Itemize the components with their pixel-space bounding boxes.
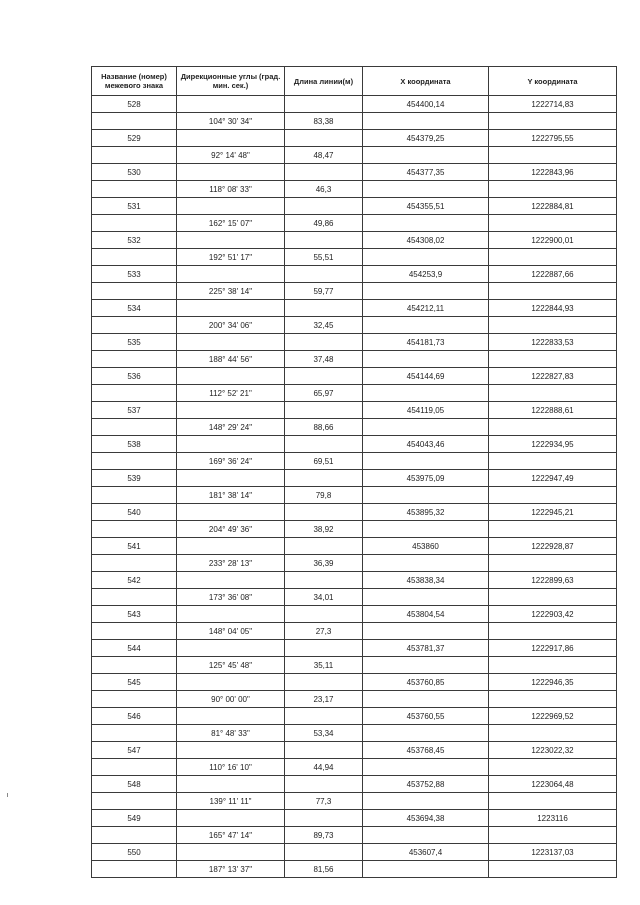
y-coordinate-cell: 1223064,48 <box>489 776 617 793</box>
empty-cell <box>489 589 617 606</box>
length-cell: 48,47 <box>285 147 363 164</box>
empty-cell <box>285 130 363 147</box>
length-cell: 69,51 <box>285 453 363 470</box>
empty-cell <box>177 538 285 555</box>
empty-cell <box>363 827 489 844</box>
header-point-name: Название (номер) межевого знака <box>92 67 177 96</box>
empty-cell <box>92 385 177 402</box>
table-row <box>92 113 617 130</box>
angle-cell: 162° 15' 07" <box>177 215 285 232</box>
empty-cell <box>92 317 177 334</box>
empty-cell <box>92 861 177 878</box>
y-coordinate-cell: 1222884,81 <box>489 198 617 215</box>
y-coordinate-cell: 1222833,53 <box>489 334 617 351</box>
empty-cell <box>489 283 617 300</box>
point-id-cell: 546 <box>92 708 177 725</box>
empty-cell <box>285 504 363 521</box>
table-row <box>92 368 617 385</box>
x-coordinate-cell: 454119,05 <box>363 402 489 419</box>
angle-cell: 169° 36' 24" <box>177 453 285 470</box>
empty-cell <box>363 759 489 776</box>
empty-cell <box>285 606 363 623</box>
x-coordinate-cell: 454144,69 <box>363 368 489 385</box>
length-cell: 55,51 <box>285 249 363 266</box>
empty-cell <box>285 368 363 385</box>
x-coordinate-cell: 453760,85 <box>363 674 489 691</box>
empty-cell <box>177 402 285 419</box>
table-row <box>92 606 617 623</box>
length-cell: 34,01 <box>285 589 363 606</box>
empty-cell <box>363 113 489 130</box>
empty-cell <box>92 725 177 742</box>
empty-cell <box>363 351 489 368</box>
angle-cell: 104° 30' 34" <box>177 113 285 130</box>
y-coordinate-cell: 1222917,86 <box>489 640 617 657</box>
empty-cell <box>363 215 489 232</box>
empty-cell <box>92 827 177 844</box>
empty-cell <box>489 793 617 810</box>
angle-cell: 187° 13' 37" <box>177 861 285 878</box>
y-coordinate-cell: 1222795,55 <box>489 130 617 147</box>
empty-cell <box>363 419 489 436</box>
empty-cell <box>489 351 617 368</box>
x-coordinate-cell: 453781,37 <box>363 640 489 657</box>
point-id-cell: 538 <box>92 436 177 453</box>
table-row <box>92 402 617 419</box>
y-coordinate-cell: 1222899,63 <box>489 572 617 589</box>
margin-mark <box>7 793 8 797</box>
table-row <box>92 181 617 198</box>
angle-cell: 204° 49' 36" <box>177 521 285 538</box>
length-cell: 23,17 <box>285 691 363 708</box>
table-row <box>92 725 617 742</box>
table-row <box>92 827 617 844</box>
length-cell: 59,77 <box>285 283 363 300</box>
table-row <box>92 589 617 606</box>
empty-cell <box>489 861 617 878</box>
point-id-cell: 539 <box>92 470 177 487</box>
empty-cell <box>285 470 363 487</box>
empty-cell <box>285 96 363 113</box>
empty-cell <box>285 266 363 283</box>
empty-cell <box>489 691 617 708</box>
table-row <box>92 487 617 504</box>
angle-cell: 188° 44' 56" <box>177 351 285 368</box>
empty-cell <box>177 844 285 861</box>
y-coordinate-cell: 1222934,95 <box>489 436 617 453</box>
length-cell: 83,38 <box>285 113 363 130</box>
table-row <box>92 742 617 759</box>
x-coordinate-cell: 454355,51 <box>363 198 489 215</box>
y-coordinate-cell: 1222827,83 <box>489 368 617 385</box>
point-id-cell: 530 <box>92 164 177 181</box>
empty-cell <box>92 419 177 436</box>
point-id-cell: 540 <box>92 504 177 521</box>
empty-cell <box>177 130 285 147</box>
empty-cell <box>177 164 285 181</box>
empty-cell <box>285 844 363 861</box>
table-row <box>92 555 617 572</box>
angle-cell: 192° 51' 17" <box>177 249 285 266</box>
point-id-cell: 541 <box>92 538 177 555</box>
length-cell: 38,92 <box>285 521 363 538</box>
empty-cell <box>363 589 489 606</box>
table-row <box>92 844 617 861</box>
empty-cell <box>92 487 177 504</box>
point-id-cell: 536 <box>92 368 177 385</box>
x-coordinate-cell: 454253,9 <box>363 266 489 283</box>
table-row <box>92 385 617 402</box>
y-coordinate-cell: 1222900,01 <box>489 232 617 249</box>
point-id-cell: 550 <box>92 844 177 861</box>
empty-cell <box>363 317 489 334</box>
empty-cell <box>92 283 177 300</box>
empty-cell <box>92 759 177 776</box>
empty-cell <box>489 181 617 198</box>
table-row <box>92 861 617 878</box>
empty-cell <box>177 708 285 725</box>
empty-cell <box>92 691 177 708</box>
empty-cell <box>177 810 285 827</box>
y-coordinate-cell: 1223137,03 <box>489 844 617 861</box>
x-coordinate-cell: 454308,02 <box>363 232 489 249</box>
length-cell: 79,8 <box>285 487 363 504</box>
table-row <box>92 810 617 827</box>
table-row <box>92 249 617 266</box>
y-coordinate-cell: 1222945,21 <box>489 504 617 521</box>
table-row <box>92 198 617 215</box>
x-coordinate-cell: 453838,34 <box>363 572 489 589</box>
angle-cell: 118° 08' 33" <box>177 181 285 198</box>
empty-cell <box>489 317 617 334</box>
empty-cell <box>363 181 489 198</box>
x-coordinate-cell: 454377,35 <box>363 164 489 181</box>
length-cell: 32,45 <box>285 317 363 334</box>
length-cell: 46,3 <box>285 181 363 198</box>
empty-cell <box>489 487 617 504</box>
empty-cell <box>177 674 285 691</box>
x-coordinate-cell: 453760,55 <box>363 708 489 725</box>
y-coordinate-cell: 1222714,83 <box>489 96 617 113</box>
table-row <box>92 419 617 436</box>
empty-cell <box>489 521 617 538</box>
angle-cell: 200° 34' 06" <box>177 317 285 334</box>
empty-cell <box>285 334 363 351</box>
boundary-points-table-wrapper <box>91 66 616 878</box>
header-directional-angles: Дирекционные углы (град. мин. сек.) <box>177 67 285 96</box>
table-row <box>92 793 617 810</box>
table-row <box>92 538 617 555</box>
angle-cell: 112° 52' 21" <box>177 385 285 402</box>
table-row <box>92 572 617 589</box>
empty-cell <box>285 572 363 589</box>
empty-cell <box>489 113 617 130</box>
empty-cell <box>489 827 617 844</box>
angle-cell: 92° 14' 48" <box>177 147 285 164</box>
empty-cell <box>489 419 617 436</box>
table-row <box>92 232 617 249</box>
length-cell: 53,34 <box>285 725 363 742</box>
empty-cell <box>92 521 177 538</box>
angle-cell: 110° 16' 10" <box>177 759 285 776</box>
empty-cell <box>285 198 363 215</box>
y-coordinate-cell: 1222969,52 <box>489 708 617 725</box>
empty-cell <box>92 351 177 368</box>
x-coordinate-cell: 453895,32 <box>363 504 489 521</box>
table-body <box>92 96 617 878</box>
empty-cell <box>177 470 285 487</box>
header-x-coordinate: X координата <box>363 67 489 96</box>
x-coordinate-cell: 453607,4 <box>363 844 489 861</box>
empty-cell <box>92 181 177 198</box>
empty-cell <box>92 589 177 606</box>
empty-cell <box>363 521 489 538</box>
angle-cell: 225° 38' 14" <box>177 283 285 300</box>
table-row <box>92 674 617 691</box>
table-row <box>92 436 617 453</box>
table-row <box>92 130 617 147</box>
y-coordinate-cell: 1222888,61 <box>489 402 617 419</box>
point-id-cell: 528 <box>92 96 177 113</box>
empty-cell <box>285 300 363 317</box>
length-cell: 44,94 <box>285 759 363 776</box>
empty-cell <box>489 657 617 674</box>
point-id-cell: 543 <box>92 606 177 623</box>
empty-cell <box>363 487 489 504</box>
x-coordinate-cell: 453975,09 <box>363 470 489 487</box>
empty-cell <box>489 249 617 266</box>
point-id-cell: 534 <box>92 300 177 317</box>
point-id-cell: 544 <box>92 640 177 657</box>
empty-cell <box>177 436 285 453</box>
x-coordinate-cell: 454379,25 <box>363 130 489 147</box>
empty-cell <box>489 385 617 402</box>
y-coordinate-cell: 1223022,32 <box>489 742 617 759</box>
table-row <box>92 453 617 470</box>
empty-cell <box>177 334 285 351</box>
y-coordinate-cell: 1222947,49 <box>489 470 617 487</box>
table-row <box>92 640 617 657</box>
y-coordinate-cell: 1223116 <box>489 810 617 827</box>
y-coordinate-cell: 1222887,66 <box>489 266 617 283</box>
length-cell: 27,3 <box>285 623 363 640</box>
length-cell: 49,86 <box>285 215 363 232</box>
empty-cell <box>177 504 285 521</box>
empty-cell <box>92 215 177 232</box>
empty-cell <box>177 232 285 249</box>
x-coordinate-cell: 453752,88 <box>363 776 489 793</box>
empty-cell <box>363 725 489 742</box>
empty-cell <box>363 453 489 470</box>
header-line-length: Длина линии(м) <box>285 67 363 96</box>
angle-cell: 125° 45' 48" <box>177 657 285 674</box>
empty-cell <box>285 436 363 453</box>
empty-cell <box>285 776 363 793</box>
empty-cell <box>177 198 285 215</box>
point-id-cell: 537 <box>92 402 177 419</box>
empty-cell <box>92 147 177 164</box>
x-coordinate-cell: 453860 <box>363 538 489 555</box>
point-id-cell: 531 <box>92 198 177 215</box>
table-row <box>92 776 617 793</box>
point-id-cell: 545 <box>92 674 177 691</box>
empty-cell <box>177 300 285 317</box>
empty-cell <box>177 266 285 283</box>
empty-cell <box>489 555 617 572</box>
table-row <box>92 266 617 283</box>
angle-cell: 173° 36' 08" <box>177 589 285 606</box>
table-row <box>92 521 617 538</box>
empty-cell <box>363 555 489 572</box>
x-coordinate-cell: 453694,38 <box>363 810 489 827</box>
y-coordinate-cell: 1222903,42 <box>489 606 617 623</box>
table-row <box>92 164 617 181</box>
empty-cell <box>363 861 489 878</box>
table-row <box>92 657 617 674</box>
empty-cell <box>285 232 363 249</box>
x-coordinate-cell: 454400,14 <box>363 96 489 113</box>
angle-cell: 81° 48' 33" <box>177 725 285 742</box>
boundary-points-table <box>91 66 617 878</box>
empty-cell <box>285 640 363 657</box>
length-cell: 89,73 <box>285 827 363 844</box>
table-row <box>92 623 617 640</box>
empty-cell <box>92 453 177 470</box>
empty-cell <box>285 538 363 555</box>
header-y-coordinate: Y координата <box>489 67 617 96</box>
empty-cell <box>285 164 363 181</box>
angle-cell: 181° 38' 14" <box>177 487 285 504</box>
empty-cell <box>363 249 489 266</box>
table-row <box>92 215 617 232</box>
point-id-cell: 533 <box>92 266 177 283</box>
empty-cell <box>489 215 617 232</box>
length-cell: 35,11 <box>285 657 363 674</box>
empty-cell <box>92 657 177 674</box>
table-row <box>92 759 617 776</box>
empty-cell <box>285 708 363 725</box>
angle-cell: 148° 04' 05" <box>177 623 285 640</box>
table-row <box>92 504 617 521</box>
table-row <box>92 283 617 300</box>
point-id-cell: 529 <box>92 130 177 147</box>
x-coordinate-cell: 454212,11 <box>363 300 489 317</box>
empty-cell <box>92 113 177 130</box>
point-id-cell: 547 <box>92 742 177 759</box>
x-coordinate-cell: 454181,73 <box>363 334 489 351</box>
angle-cell: 139° 11' 11" <box>177 793 285 810</box>
table-row <box>92 334 617 351</box>
empty-cell <box>285 674 363 691</box>
length-cell: 77,3 <box>285 793 363 810</box>
empty-cell <box>489 453 617 470</box>
table-header-row <box>92 67 617 96</box>
table-row <box>92 691 617 708</box>
angle-cell: 165° 47' 14" <box>177 827 285 844</box>
x-coordinate-cell: 453768,45 <box>363 742 489 759</box>
length-cell: 88,66 <box>285 419 363 436</box>
y-coordinate-cell: 1222844,93 <box>489 300 617 317</box>
empty-cell <box>92 623 177 640</box>
table-row <box>92 317 617 334</box>
empty-cell <box>285 742 363 759</box>
x-coordinate-cell: 454043,46 <box>363 436 489 453</box>
empty-cell <box>363 147 489 164</box>
length-cell: 81,56 <box>285 861 363 878</box>
empty-cell <box>489 623 617 640</box>
table-row <box>92 351 617 368</box>
angle-cell: 148° 29' 24" <box>177 419 285 436</box>
angle-cell: 233° 28' 13" <box>177 555 285 572</box>
empty-cell <box>363 385 489 402</box>
empty-cell <box>489 725 617 742</box>
table-row <box>92 96 617 113</box>
y-coordinate-cell: 1222928,87 <box>489 538 617 555</box>
table-row <box>92 708 617 725</box>
empty-cell <box>177 606 285 623</box>
length-cell: 36,39 <box>285 555 363 572</box>
empty-cell <box>363 793 489 810</box>
empty-cell <box>92 793 177 810</box>
y-coordinate-cell: 1222946,35 <box>489 674 617 691</box>
empty-cell <box>177 572 285 589</box>
table-row <box>92 300 617 317</box>
empty-cell <box>177 776 285 793</box>
table-row <box>92 147 617 164</box>
empty-cell <box>363 657 489 674</box>
empty-cell <box>363 283 489 300</box>
empty-cell <box>92 249 177 266</box>
x-coordinate-cell: 453804,54 <box>363 606 489 623</box>
empty-cell <box>285 402 363 419</box>
empty-cell <box>363 623 489 640</box>
empty-cell <box>92 555 177 572</box>
empty-cell <box>489 147 617 164</box>
empty-cell <box>177 742 285 759</box>
table-row <box>92 470 617 487</box>
empty-cell <box>177 96 285 113</box>
point-id-cell: 535 <box>92 334 177 351</box>
length-cell: 65,97 <box>285 385 363 402</box>
point-id-cell: 532 <box>92 232 177 249</box>
empty-cell <box>489 759 617 776</box>
empty-cell <box>177 368 285 385</box>
length-cell: 37,48 <box>285 351 363 368</box>
empty-cell <box>363 691 489 708</box>
point-id-cell: 549 <box>92 810 177 827</box>
y-coordinate-cell: 1222843,96 <box>489 164 617 181</box>
point-id-cell: 542 <box>92 572 177 589</box>
point-id-cell: 548 <box>92 776 177 793</box>
empty-cell <box>177 640 285 657</box>
angle-cell: 90° 00' 00" <box>177 691 285 708</box>
empty-cell <box>285 810 363 827</box>
